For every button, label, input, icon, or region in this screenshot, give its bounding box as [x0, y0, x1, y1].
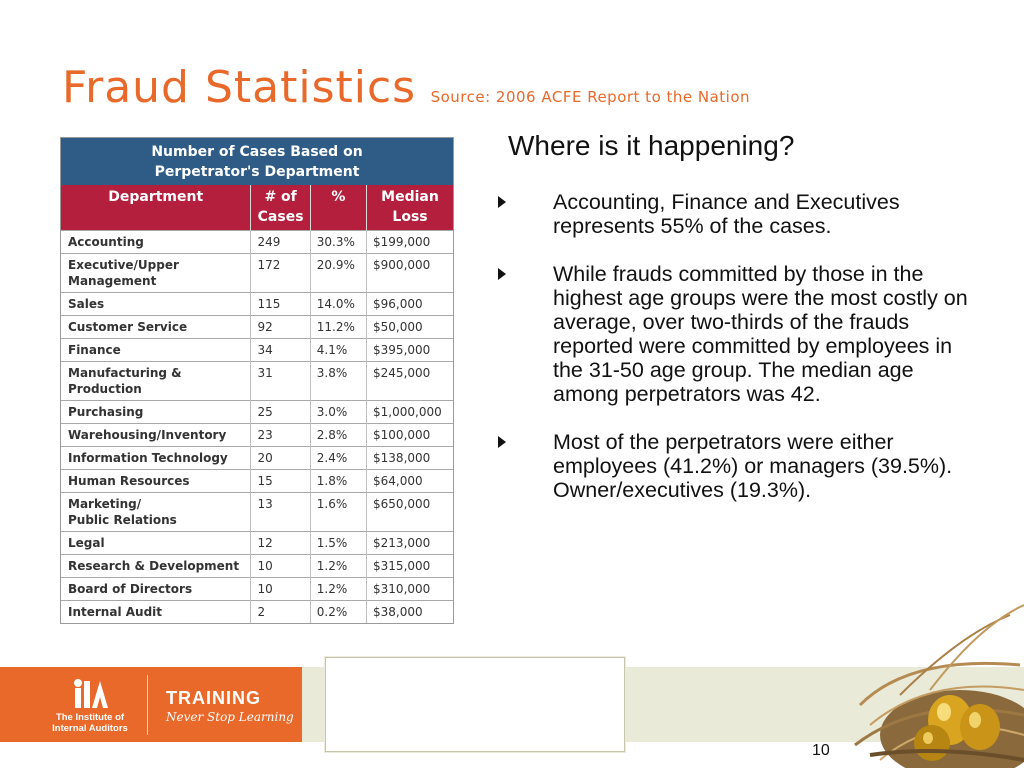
cell-cases: 20: [251, 447, 310, 470]
section-heading: Where is it happening?: [508, 130, 795, 161]
cell-department: [61, 293, 251, 316]
cell-department: [61, 555, 251, 578]
table-caption-line2: Perpetrator's Department: [154, 164, 360, 180]
department-line1: Human Resources: [68, 474, 190, 488]
training-label: TRAINING: [166, 688, 261, 708]
department-line1: Marketing/: [68, 497, 142, 511]
bullet-text: While frauds committed by those in the highest age groups were the most costly on average, over two-thirds of the frauds reported were committed by employees in the 31-50 age group. The median age among perpetrators was 42.: [553, 262, 968, 406]
cell-median-loss: $213,000: [367, 532, 453, 555]
cell-median-loss: $395,000: [367, 339, 453, 362]
cell-cases: 23: [251, 424, 310, 447]
cell-department: [61, 578, 251, 601]
bullet-text: Accounting, Finance and Executives represents 55% of the cases.: [553, 190, 900, 238]
cell-median-loss: $100,000: [367, 424, 453, 447]
table-row: [61, 254, 453, 293]
table-caption: [61, 138, 453, 185]
cell-department: [61, 447, 251, 470]
header-median-loss: [367, 185, 453, 231]
cell-department: [61, 231, 251, 254]
cell-department: [61, 316, 251, 339]
table-row: [61, 532, 453, 555]
header-percent-label: %: [331, 189, 346, 205]
source-citation: Source: 2006 ACFE Report to the Nation: [430, 88, 751, 106]
bullet-item: [498, 430, 968, 502]
cell-median-loss: $1,000,000: [367, 401, 453, 424]
header-loss-line1: Median: [381, 189, 439, 205]
cell-cases: 10: [251, 555, 310, 578]
cell-cases: 10: [251, 578, 310, 601]
cell-percent: 1.8%: [310, 470, 366, 493]
bullet-arrow-icon: [498, 196, 506, 208]
department-line1: Board of Directors: [68, 582, 193, 596]
cell-department: [61, 362, 251, 401]
department-line2: Production: [68, 382, 142, 396]
cell-cases: 115: [251, 293, 310, 316]
department-line1: Executive/Upper: [68, 258, 179, 272]
cell-median-loss: $138,000: [367, 447, 453, 470]
table-row: [61, 339, 453, 362]
table-row: [61, 316, 453, 339]
bullet-item: [498, 262, 968, 406]
table-row: [61, 493, 453, 532]
header-department-label: Department: [108, 189, 204, 205]
table-row: [61, 447, 453, 470]
department-line1: Finance: [68, 343, 121, 357]
cell-percent: 3.0%: [310, 401, 366, 424]
cell-median-loss: $310,000: [367, 578, 453, 601]
footer-blank-box: [325, 657, 625, 752]
cell-percent: 1.2%: [310, 555, 366, 578]
department-line1: Purchasing: [68, 405, 144, 419]
cell-percent: 2.8%: [310, 424, 366, 447]
department-line1: Accounting: [68, 235, 144, 249]
header-department: [61, 185, 251, 231]
department-line2: Public Relations: [68, 513, 177, 527]
cell-department: [61, 254, 251, 293]
org-name-line1: The Institute of: [55, 712, 125, 723]
bullet-item: [498, 190, 968, 238]
table-row: [61, 293, 453, 316]
department-line1: Manufacturing &: [68, 366, 182, 380]
department-line1: Warehousing/Inventory: [68, 428, 227, 442]
cell-percent: 0.2%: [310, 601, 366, 624]
cell-cases: 12: [251, 532, 310, 555]
org-name: [50, 712, 130, 734]
header-cases-line1: # of: [264, 189, 297, 205]
bullet-arrow-icon: [498, 436, 506, 448]
iia-logo-icon: [70, 677, 110, 716]
table-row: [61, 362, 453, 401]
table-row: [61, 470, 453, 493]
cell-median-loss: $38,000: [367, 601, 453, 624]
cell-cases: 92: [251, 316, 310, 339]
bullet-list: [498, 190, 968, 526]
department-line1: Information Technology: [68, 451, 228, 465]
cell-department: [61, 601, 251, 624]
cell-department: [61, 493, 251, 532]
cell-cases: 25: [251, 401, 310, 424]
slide-title: [62, 62, 750, 113]
cell-percent: 3.8%: [310, 362, 366, 401]
cell-median-loss: $900,000: [367, 254, 453, 293]
department-line1: Legal: [68, 536, 105, 550]
page-number: 10: [812, 742, 830, 759]
training-tagline: Never Stop Learning: [166, 710, 294, 724]
table-caption-line1: Number of Cases Based on: [151, 144, 363, 160]
cell-cases: 13: [251, 493, 310, 532]
cell-median-loss: $315,000: [367, 555, 453, 578]
cell-cases: 34: [251, 339, 310, 362]
cell-cases: 15: [251, 470, 310, 493]
cell-median-loss: $50,000: [367, 316, 453, 339]
cell-department: [61, 470, 251, 493]
department-line1: Research & Development: [68, 559, 240, 573]
cell-median-loss: $64,000: [367, 470, 453, 493]
cell-percent: 14.0%: [310, 293, 366, 316]
table-row: [61, 601, 453, 624]
cell-cases: 2: [251, 601, 310, 624]
title-text: Fraud Statistics: [62, 62, 417, 113]
header-cases: [251, 185, 310, 231]
cell-cases: 172: [251, 254, 310, 293]
cell-cases: 249: [251, 231, 310, 254]
cell-cases: 31: [251, 362, 310, 401]
golden-eggs-nest-image: [840, 595, 1024, 768]
cell-median-loss: $650,000: [367, 493, 453, 532]
cell-percent: 11.2%: [310, 316, 366, 339]
header-loss-line2: Loss: [392, 209, 428, 225]
department-line2: Management: [68, 274, 157, 288]
cases-by-department-table: [60, 137, 454, 624]
department-line1: Customer Service: [68, 320, 188, 334]
header-percent: [310, 185, 366, 231]
cell-median-loss: $245,000: [367, 362, 453, 401]
cell-percent: 30.3%: [310, 231, 366, 254]
header-cases-line2: Cases: [257, 209, 304, 225]
cell-median-loss: $199,000: [367, 231, 453, 254]
org-name-line2: Internal Auditors: [52, 723, 128, 734]
cell-percent: 4.1%: [310, 339, 366, 362]
cell-department: [61, 532, 251, 555]
cell-department: [61, 339, 251, 362]
bullet-text: Most of the perpetrators were either employees (41.2%) or managers (39.5%). Owner/executives (19.3%).: [553, 430, 953, 502]
cell-department: [61, 424, 251, 447]
cell-department: [61, 401, 251, 424]
table-row: [61, 555, 453, 578]
table-row: [61, 401, 453, 424]
cell-percent: 20.9%: [310, 254, 366, 293]
table-row: [61, 578, 453, 601]
cell-percent: 1.2%: [310, 578, 366, 601]
cell-percent: 2.4%: [310, 447, 366, 470]
department-line1: Sales: [68, 297, 105, 311]
table-row: [61, 424, 453, 447]
bullet-arrow-icon: [498, 268, 506, 280]
table-row: [61, 231, 453, 254]
footer-divider: [147, 675, 148, 735]
cell-median-loss: $96,000: [367, 293, 453, 316]
department-line1: Internal Audit: [68, 605, 163, 619]
cell-percent: 1.6%: [310, 493, 366, 532]
cell-percent: 1.5%: [310, 532, 366, 555]
